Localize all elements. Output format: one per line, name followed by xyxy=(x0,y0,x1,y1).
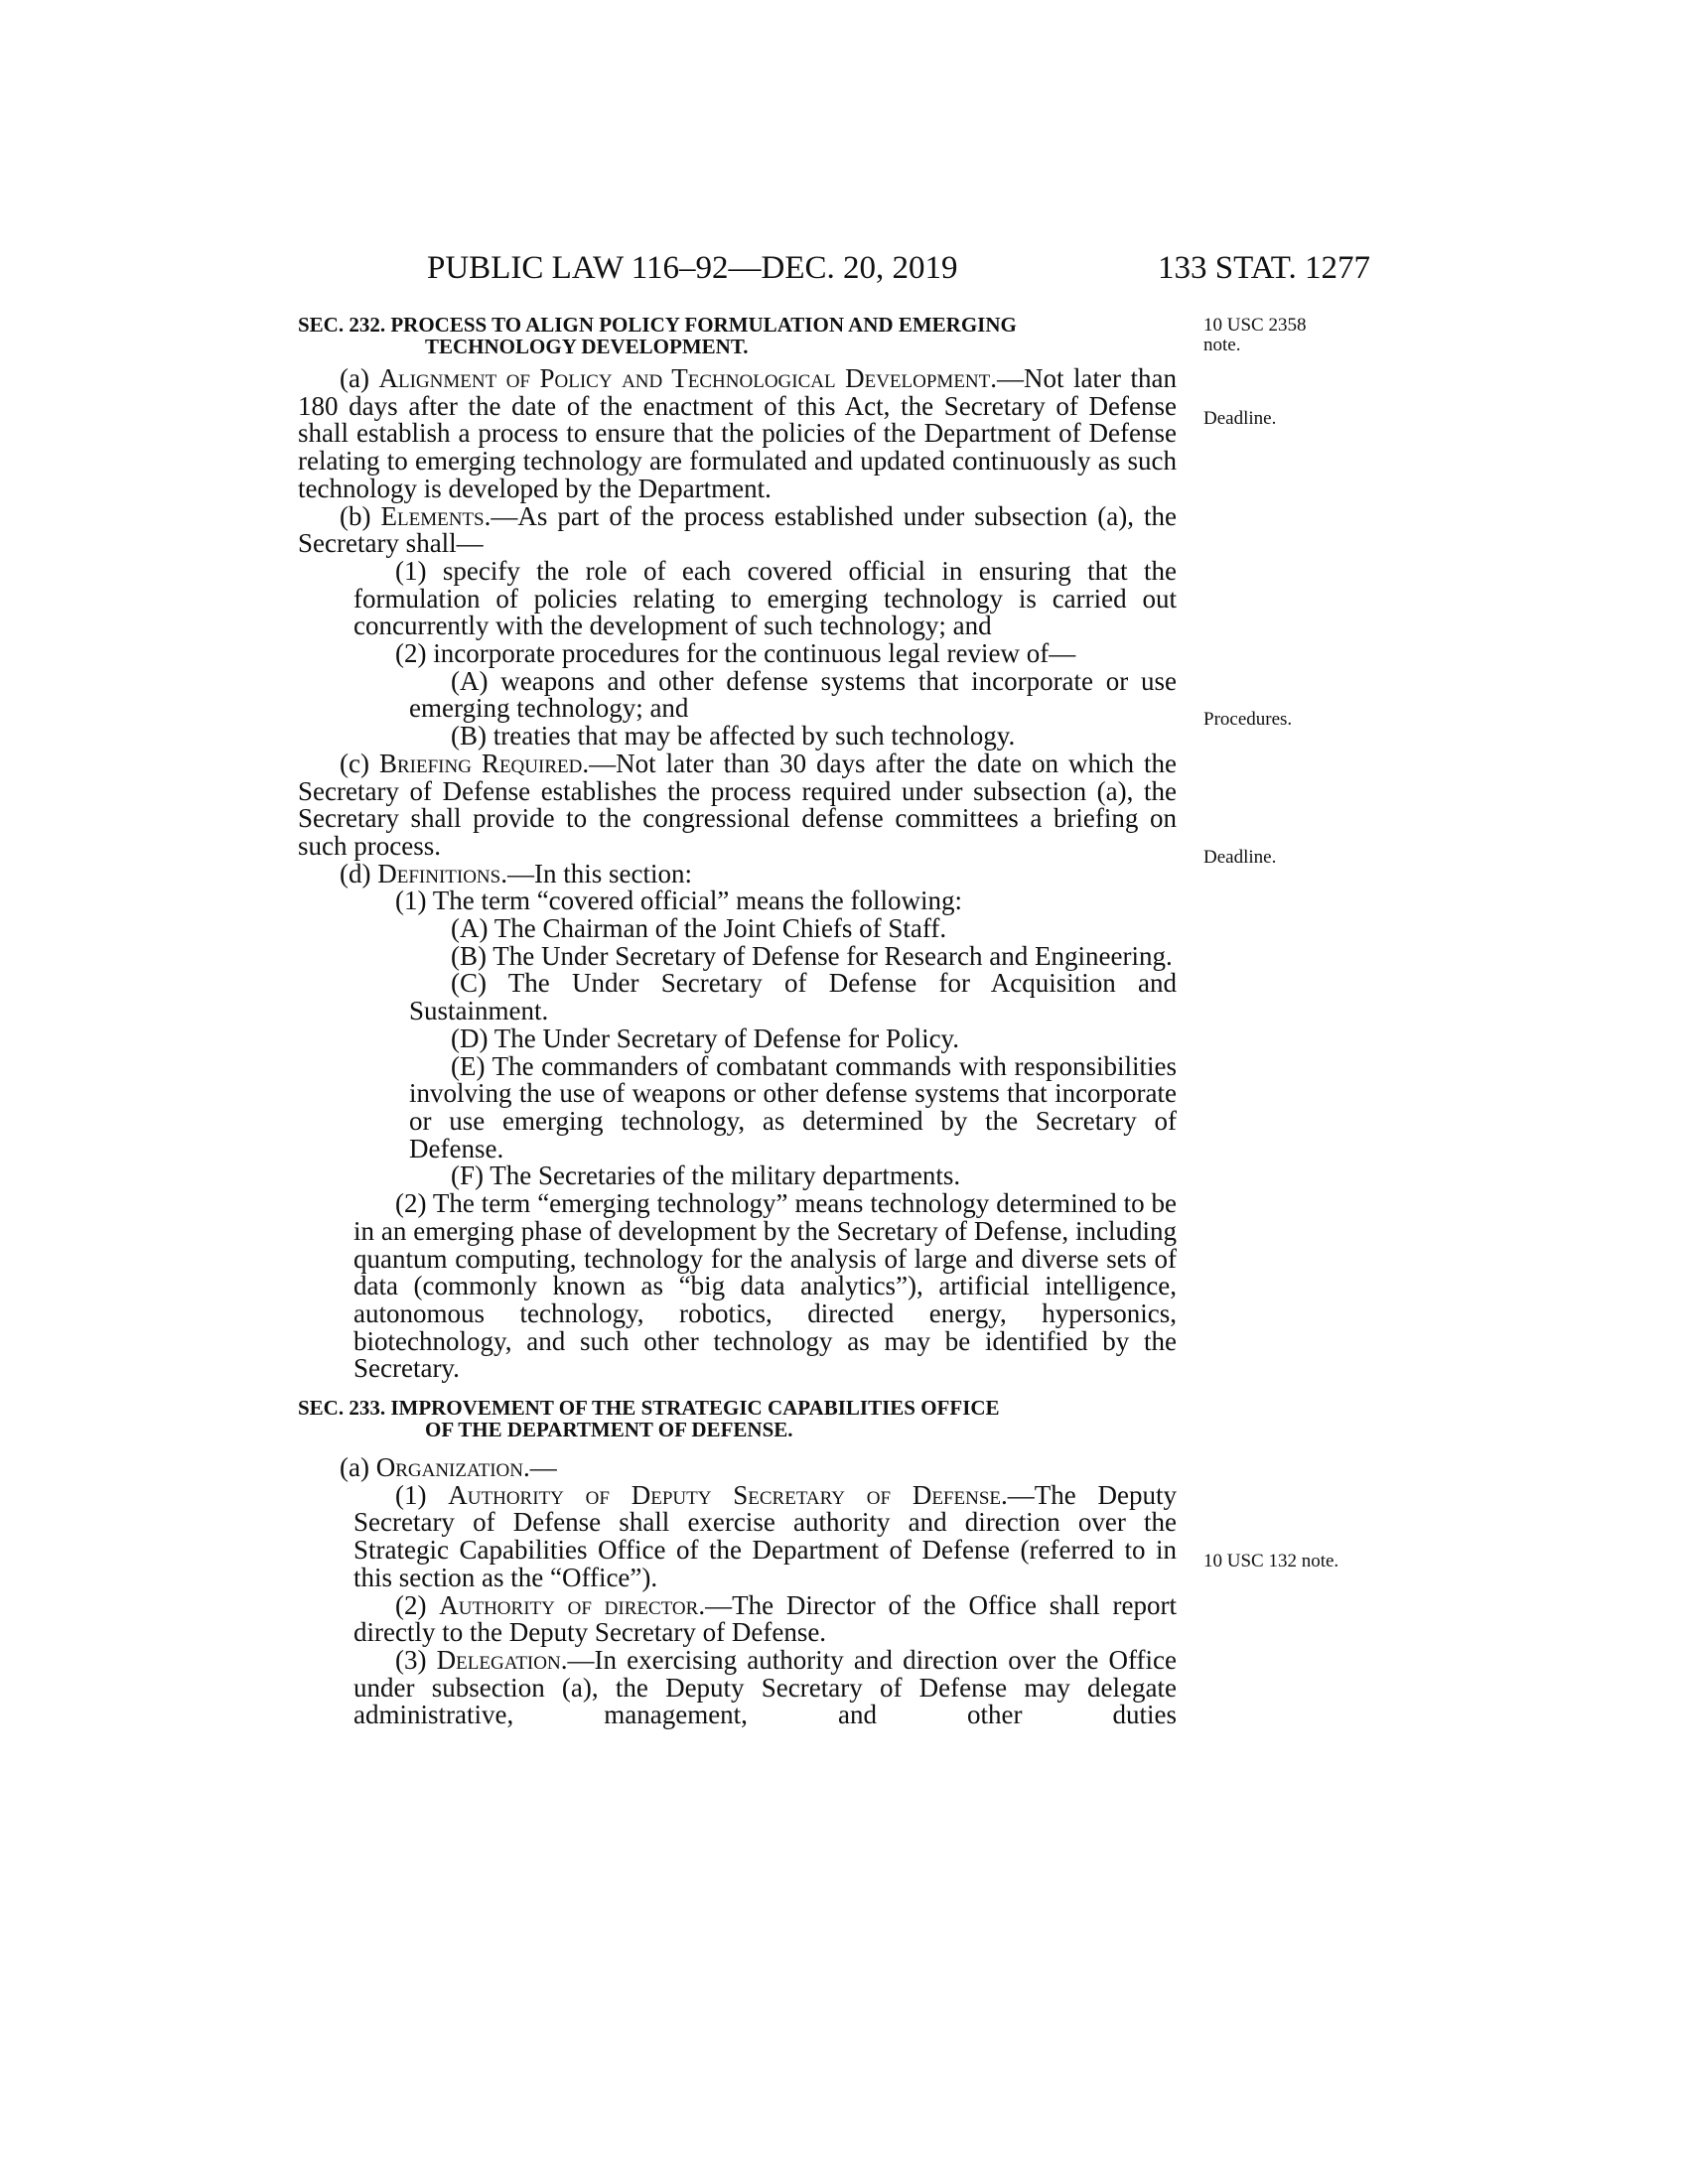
statute-citation: 133 STAT. 1277 xyxy=(1157,250,1370,286)
margin-note-usc-2358-line1: 10 USC 2358 xyxy=(1203,315,1307,336)
section-232-subparagraph-d1f: (F) The Secretaries of the military departments. xyxy=(451,1160,961,1191)
section-233-heading-line2: OF THE DEPARTMENT OF DEFENSE. xyxy=(425,1418,793,1442)
section-232-subparagraph-b2b: (B) treaties that may be affected by such technology. xyxy=(451,721,1016,751)
section-233-subsection-a-heading: Organization. xyxy=(375,1452,530,1483)
section-232-subparagraph-d1e: (E) The commanders of combatant commands with responsibilities involving the use of weapons or other defense systems that incorporate or use emerging technology, as determined by the Secretary of Defense. xyxy=(409,1050,1177,1163)
subsection-c-heading: Briefing Required. xyxy=(378,748,590,778)
margin-note-usc-2358-line2: note. xyxy=(1203,335,1241,355)
paragraph-a1-heading: Authority of Deputy Secretary of Defense. xyxy=(448,1479,1008,1510)
section-233-paragraph-a1: (1) Authority of Deputy Secretary of Defense.—The Deputy Secretary of Defense shall exercise authority and direction over the Strategic Capabilities Office of the Department of Defense (referred to in this section as the “Office”). xyxy=(353,1479,1177,1592)
section-232-subsection-a: (a) Alignment of Policy and Technological Development.—Not later than 180 days after the date of the enactment of this Act, the Secretary of Defense shall establish a process to ensure that the policies of the Department of Defense relating to emerging technology are formulated and updated continuously as such technology is developed by the Department. xyxy=(298,363,1177,503)
section-232-heading xyxy=(298,314,1177,357)
section-232-subsection-c: (c) Briefing Required.—Not later than 30 days after the date on which the Secretary of Defense establishes the process required under subsection (a), the Secretary shall provide to the congressional defense committees a briefing on such process. xyxy=(298,748,1177,861)
section-232-subsection-d: (d) Definitions.—In this section: xyxy=(340,858,692,888)
page-header xyxy=(298,250,1370,294)
section-233-heading-line1: SEC. 233. IMPROVEMENT OF THE STRATEGIC CAPABILITIES OFFICE xyxy=(298,1396,1000,1421)
section-233-paragraph-a3: (3) Delegation.—In exercising authority and direction over the Office under subsection (a), the Deputy Secretary of Defense may delegate administrative, management, and other duties xyxy=(353,1644,1178,1730)
section-232-paragraph-d2: (2) The term “emerging technology” means technology determined to be in an emerging phase of development by the Secretary of Defense, including quantum computing, technology for the analysis of large and diverse sets of data (commonly known as “big data analytics”), artificial intelligence, autonomous technology, robotics, directed energy, hypersonics, biotechnology, and such other technology as may be identified by the Secretary. xyxy=(353,1188,1177,1384)
section-232-subparagraph-d1b: (B) The Under Secretary of Defense for Research and Engineering. xyxy=(451,940,1173,971)
document-body xyxy=(298,314,1177,1729)
margin-note-deadline-1: Deadline. xyxy=(1203,408,1277,429)
section-232-subparagraph-d1c: (C) The Under Secretary of Defense for Acquisition and Sustainment. xyxy=(409,968,1177,1026)
margin-note-deadline-2: Deadline. xyxy=(1203,847,1277,868)
section-232-subsection-b: (b) Elements.—As part of the process established under subsection (a), the Secretary shall— xyxy=(298,500,1177,559)
margin-note-procedures: Procedures. xyxy=(1203,709,1293,730)
section-232-paragraph-b2: (2) incorporate procedures for the continuous legal review of— xyxy=(395,638,1076,669)
paragraph-a2-heading: Authority of director. xyxy=(439,1589,706,1620)
subsection-a-heading: Alignment of Policy and Technological Development. xyxy=(378,363,998,393)
section-232-subparagraph-b2a: (A) weapons and other defense systems that incorporate or use emerging technology; and xyxy=(409,665,1177,724)
subsection-d-heading: Definitions. xyxy=(377,858,507,888)
section-232-paragraph-d1: (1) The term “covered official” means the following: xyxy=(395,886,963,916)
subsection-b-heading: Elements. xyxy=(380,500,492,531)
section-233-paragraph-a2: (2) Authority of director.—The Director of the Office shall report directly to the Deputy Secretary of Defense. xyxy=(353,1589,1177,1648)
section-232-heading-line2: TECHNOLOGY DEVELOPMENT. xyxy=(425,335,749,358)
margin-note-usc-2358 xyxy=(1203,316,1306,355)
section-232-paragraph-b1: (1) specify the role of each covered official in ensuring that the formulation of policies relating to emerging technology is carried out concurrently with the development of such technology; and xyxy=(353,555,1177,641)
section-232-subparagraph-d1d: (D) The Under Secretary of Defense for Policy. xyxy=(451,1023,960,1053)
section-233-heading xyxy=(298,1397,1177,1440)
section-232-heading-line1: SEC. 232. PROCESS TO ALIGN POLICY FORMULATION AND EMERGING xyxy=(298,313,1017,337)
section-232-subparagraph-d1a: (A) The Chairman of the Joint Chiefs of Staff. xyxy=(451,913,947,944)
margin-note-usc-132: 10 USC 132 note. xyxy=(1203,1551,1339,1571)
paragraph-a3-heading: Delegation. xyxy=(436,1644,568,1675)
section-233-subsection-a: (a) Organization.— xyxy=(340,1452,557,1483)
law-title: PUBLIC LAW 116–92—DEC. 20, 2019 xyxy=(427,250,958,286)
